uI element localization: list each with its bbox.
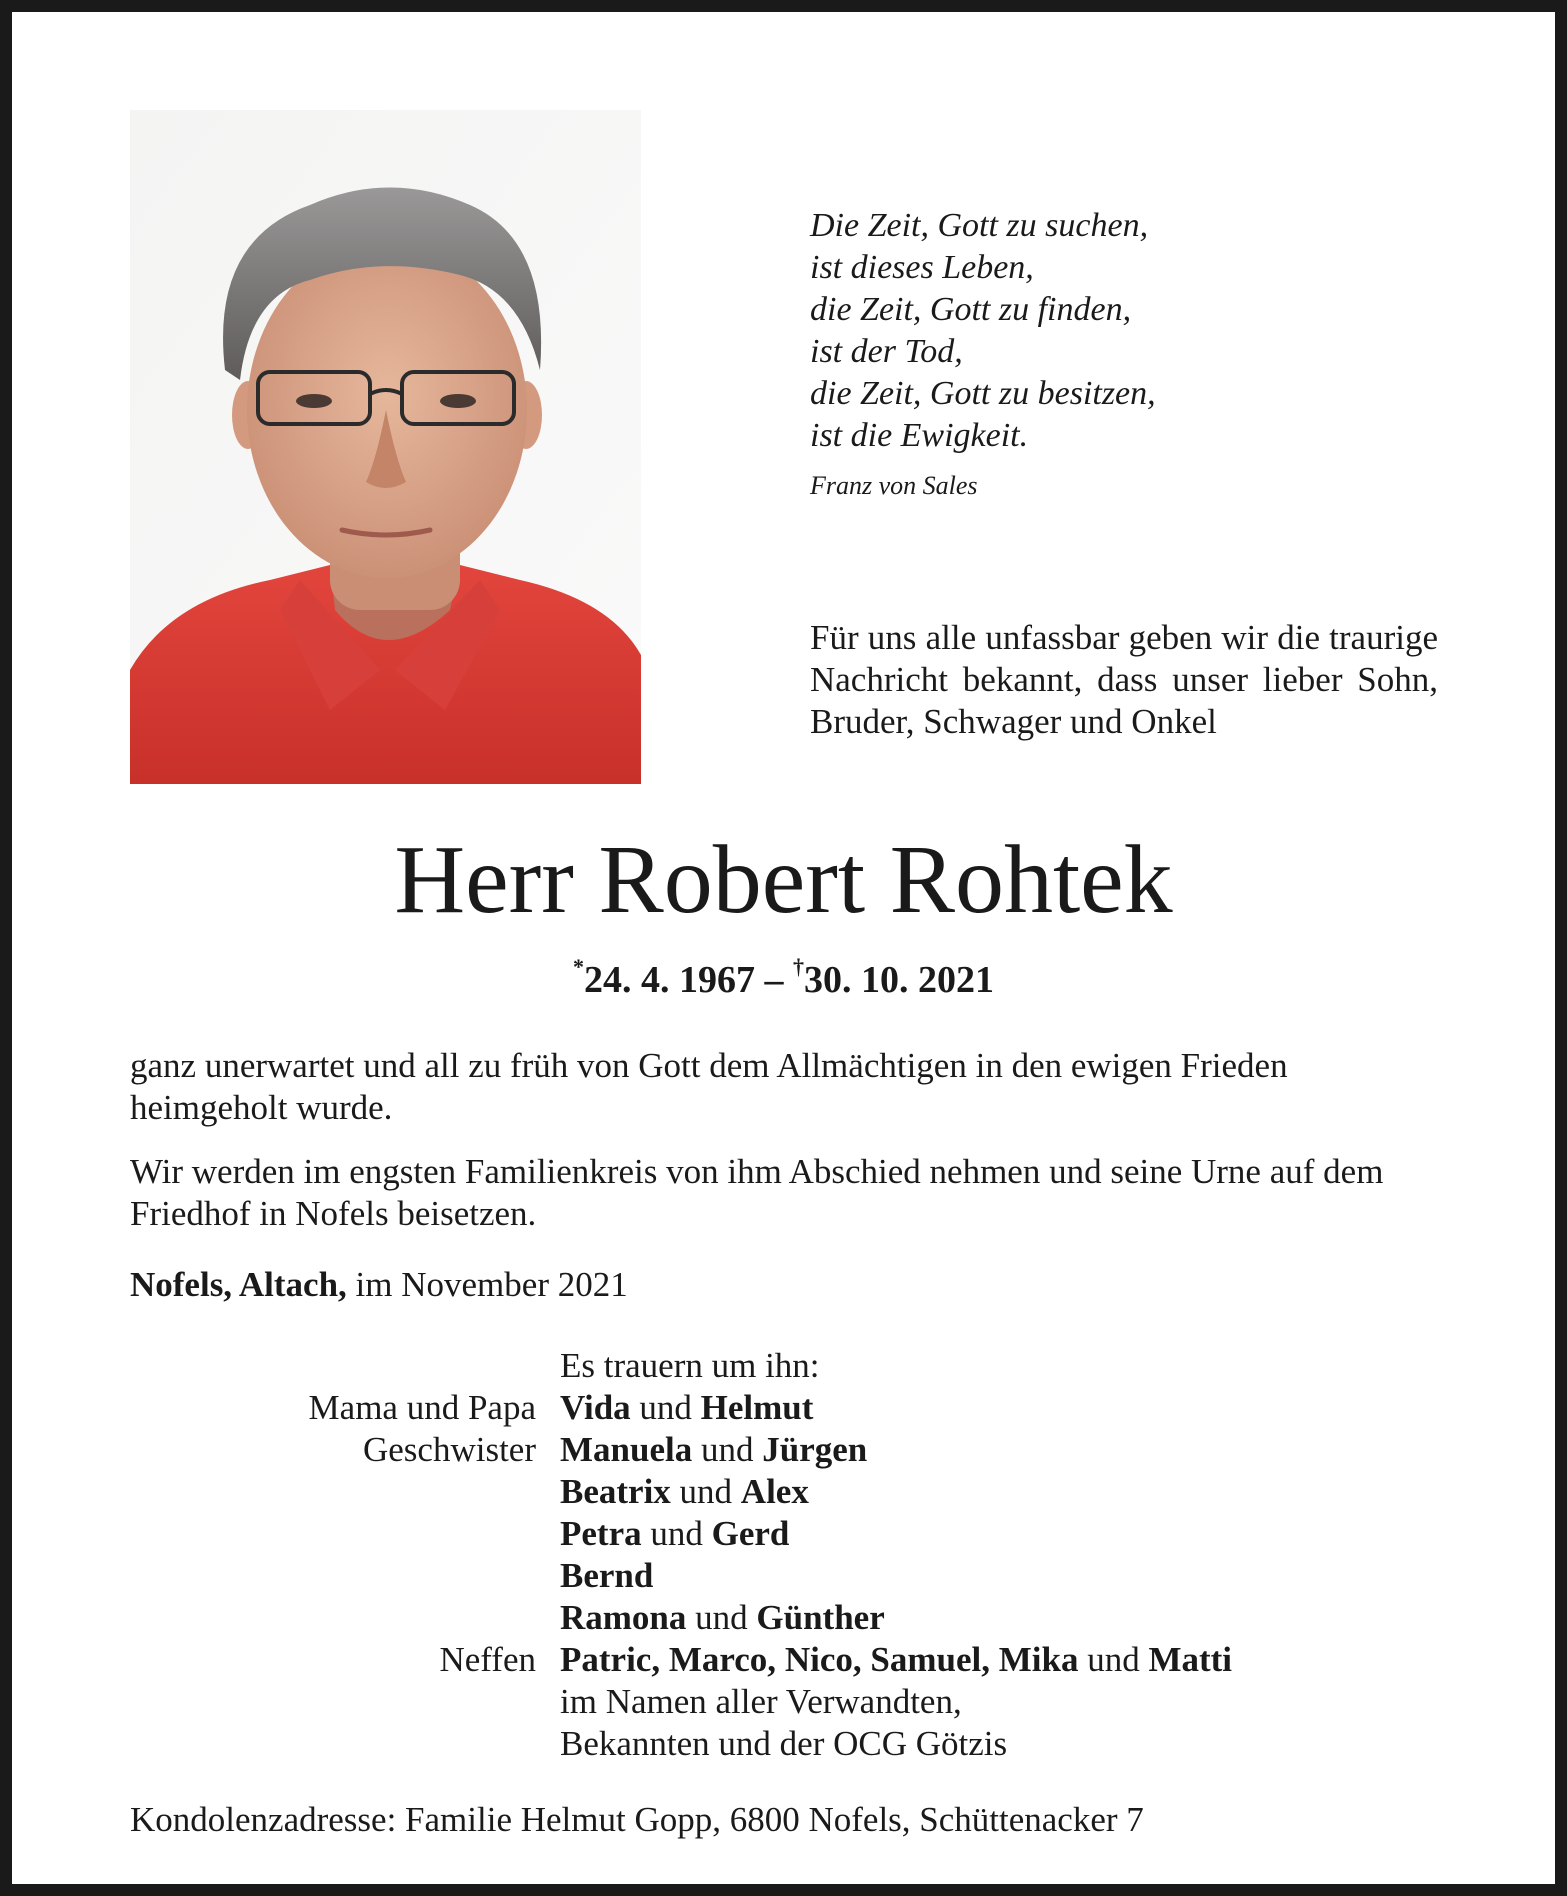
- death-symbol: †: [793, 954, 804, 980]
- quote-line: die Zeit, Gott zu finden,: [810, 291, 1132, 328]
- nephew-name: Matti: [1148, 1640, 1233, 1679]
- mourners-heading-row: [130, 1345, 1450, 1387]
- siblings-row: [130, 1597, 1450, 1639]
- condolence-address: Kondolenzadresse: Familie Helmut Gopp, 6800 Nofels, Schüttenacker 7: [130, 1800, 1144, 1839]
- closing-line: Bekannten und der OCG Götzis: [560, 1724, 1008, 1763]
- nephew-name: Mika: [998, 1640, 1079, 1679]
- life-dates: [0, 954, 1567, 1002]
- and-word: und: [650, 1514, 703, 1553]
- sibling-partner-name: Gerd: [711, 1514, 790, 1553]
- place-date: [130, 1265, 628, 1305]
- quote-line: Die Zeit, Gott zu suchen,: [810, 207, 1149, 244]
- quote-line: ist dieses Leben,: [810, 249, 1034, 286]
- parent-name: Helmut: [700, 1388, 814, 1427]
- place-date-text: im November 2021: [346, 1265, 628, 1304]
- sibling-name: Manuela: [560, 1430, 693, 1469]
- closing-line: im Namen aller Verwandten,: [560, 1682, 962, 1721]
- closing-row: [130, 1681, 1450, 1723]
- nephew-name: Marco,: [668, 1640, 777, 1679]
- parent-name: Vida: [560, 1388, 631, 1427]
- place-names: Nofels, Altach,: [130, 1265, 347, 1304]
- portrait-photo: [130, 110, 641, 784]
- sibling-name: Ramona: [560, 1598, 687, 1637]
- quote-line: ist die Ewigkeit.: [810, 417, 1029, 454]
- sibling-name: Beatrix: [560, 1472, 671, 1511]
- sibling-partner-name: Günther: [756, 1598, 885, 1637]
- deceased-name: Herr Robert Rohtek: [394, 826, 1173, 934]
- sibling-name: Bernd: [560, 1556, 654, 1595]
- siblings-row: [130, 1513, 1450, 1555]
- quote-line: die Zeit, Gott zu besitzen,: [810, 375, 1156, 412]
- sibling-name: Petra: [560, 1514, 642, 1553]
- date-separator: –: [755, 959, 793, 1001]
- closing-row: [130, 1723, 1450, 1765]
- nephews-row: [130, 1639, 1450, 1681]
- sibling-partner-name: Jürgen: [762, 1430, 868, 1469]
- paragraph-announcement: ganz unerwartet und all zu früh von Gott dem Allmächtigen in den ewigen Frieden heimgeholt wurde.: [130, 1046, 1288, 1127]
- death-date: 30. 10. 2021: [804, 959, 994, 1001]
- siblings-label: Geschwister: [362, 1430, 536, 1469]
- quote-author: Franz von Sales: [810, 471, 978, 500]
- and-word: und: [695, 1598, 748, 1637]
- nephew-name: Nico,: [784, 1640, 862, 1679]
- quote: [810, 205, 1450, 457]
- nephew-name: Patric,: [560, 1640, 661, 1679]
- mourners-heading: Es trauern um ihn:: [560, 1346, 820, 1385]
- siblings-row: [130, 1555, 1450, 1597]
- nephews-label: Neffen: [439, 1640, 536, 1679]
- parents-label: Mama und Papa: [308, 1388, 536, 1427]
- parents-row: [130, 1387, 1450, 1429]
- mourners-list: [130, 1345, 1450, 1765]
- and-word: und: [700, 1430, 754, 1469]
- birth-symbol: *: [573, 954, 584, 980]
- quote-line: ist der Tod,: [810, 333, 963, 370]
- siblings-row: [130, 1471, 1450, 1513]
- intro-text: Für uns alle unfassbar geben wir die traurige Nachricht bekannt, dass unser lieber Sohn, Bruder, Schwager und Onkel: [810, 618, 1438, 741]
- paragraph-burial: Wir werden im engsten Familienkreis von ihm Abschied nehmen und seine Urne auf dem Friedhof in Nofels beisetzen.: [130, 1152, 1384, 1233]
- and-word: und: [639, 1388, 692, 1427]
- nephew-name: Samuel,: [870, 1640, 990, 1679]
- sibling-partner-name: Alex: [740, 1472, 809, 1511]
- and-word: und: [1087, 1640, 1140, 1679]
- and-word: und: [679, 1472, 733, 1511]
- birth-date: 24. 4. 1967: [584, 959, 755, 1001]
- siblings-row: [130, 1429, 1450, 1471]
